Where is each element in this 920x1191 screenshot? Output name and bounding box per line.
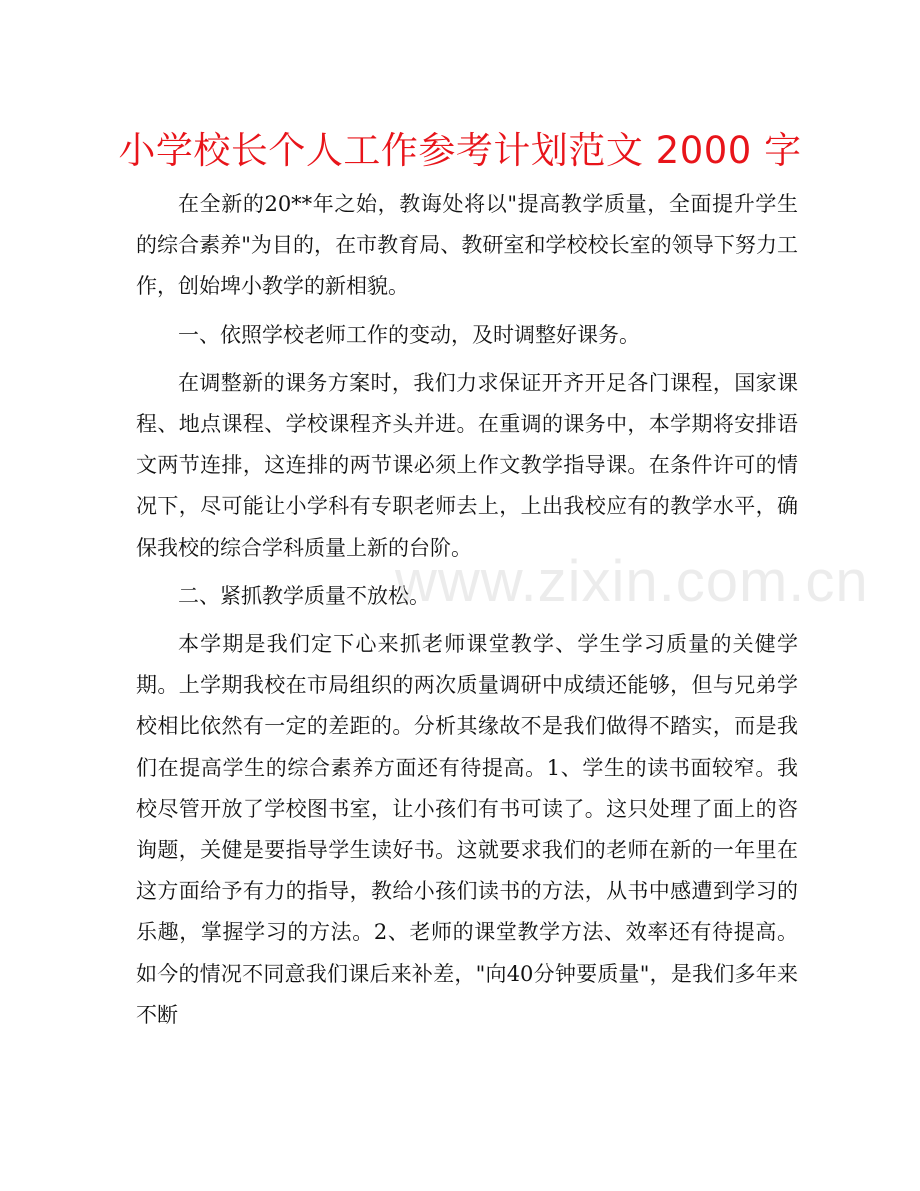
section-heading-2: 二、紧抓教学质量不放松。 bbox=[178, 583, 430, 608]
section-heading-1: 一、依照学校老师工作的变动，及时调整好课务。 bbox=[178, 322, 640, 347]
paragraph-intro: 在全新的20**年之始，教诲处将以"提高教学质量，全面提升学生的综合素养"为目的，在市教育局、教研室和学校校长室的领导下努力工作，创始埤小教学的新相貌。 bbox=[136, 192, 798, 299]
document-title: 小学校长个人工作参考计划范文 2000 字 bbox=[118, 129, 802, 172]
watermark: www.zixin.com.cn bbox=[395, 549, 869, 614]
paragraph-teaching-quality: 本学期是我们定下心来抓老师课堂教学、学生学习质量的关健学期。上学期我校在市局组织的两次质量调研中成绩还能够，但与兄弟学校相比依然有一定的差距的。分析其缘故不是我们做得不踏实，而是我们在提高学生的综合素养方面还有待提高。1、学生的读书面较窄。我校尽管开放了学校图书室，让小孩们有书可读了。这只处理了面上的咨询题，关健是要指导学生读好书。这就要求我们的老师在新的一年里在这方面给予有力的指导，教给小孩们读书的方法，从书中感遭到学习的乐趣，掌握学习的方法。2、老师的课堂教学方法、效率还有待提高。如今的情况不同意我们课后来补差，"向40分钟要质量"，是我们多年来不断 bbox=[136, 632, 798, 1027]
paragraph-course-adjustment: 在调整新的课务方案时，我们力求保证开齐开足各门课程，国家课程、地点课程、学校课程齐头并进。在重调的课务中，本学期将安排语文两节连排，这连排的两节课必须上作文教学指导课。在条件许可的情况下，尽可能让小学科有专职老师去上，上出我校应有的教学水平，确保我校的综合学科质量上新的台阶。 bbox=[136, 370, 798, 560]
